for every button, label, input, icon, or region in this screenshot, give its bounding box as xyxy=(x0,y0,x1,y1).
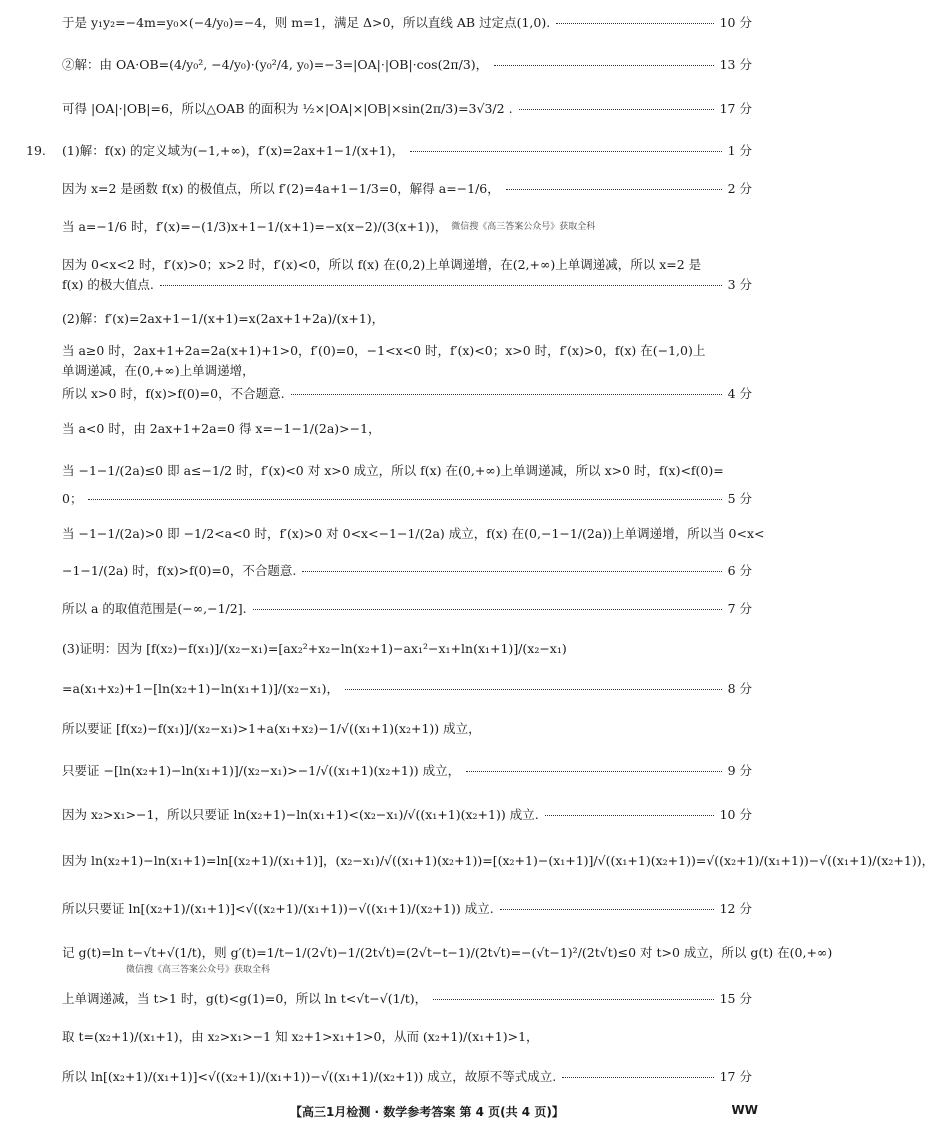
solution-line xyxy=(62,180,752,198)
solution-line xyxy=(62,806,752,824)
solution-text: −1−1/(2a) 时，f(x)>f(0)=0，不合题意. xyxy=(62,563,297,578)
score-label: 7 分 xyxy=(727,601,752,616)
score-label: 2 分 xyxy=(727,181,752,196)
solution-line xyxy=(62,14,752,32)
solution-line xyxy=(62,100,752,118)
solution-line xyxy=(62,56,752,74)
solution-text: 因为 0<x<2 时，f′(x)>0；x>2 时，f′(x)<0，所以 f(x) 在(0,2)上单调递增，在(2,+∞)上单调递减，所以 x=2 是 xyxy=(62,257,702,272)
solution-text: 上单调递减，当 t>1 时，g(t)<g(1)=0，所以 ln t<√t−√(1/t)， xyxy=(62,991,428,1006)
solution-text: 所以 a 的取值范围是(−∞,−1/2]. xyxy=(62,601,247,616)
dot-leader xyxy=(345,689,722,690)
solution-text: 取 t=(x₂+1)/(x₁+1)，由 x₂>x₁>−1 知 x₂+1>x₁+1>0，从而 (x₂+1)/(x₁+1)>1， xyxy=(62,1029,539,1044)
solution-text: 0； xyxy=(62,491,83,506)
dot-leader xyxy=(545,815,714,816)
dot-leader xyxy=(519,109,714,110)
solution-line xyxy=(62,562,752,580)
score-label: 9 分 xyxy=(727,763,752,778)
dot-leader xyxy=(160,285,722,286)
score-label: 13 分 xyxy=(719,57,752,72)
solution-text: 记 g(t)=ln t−√t+√(1/t)，则 g′(t)=1/t−1/(2√t)−1/(2t√t)=(2√t−t−1)/(2t√t)=−(√t−1)²/(2t√t)≤0 对 t>0 成立，所以 g(t) 在(0,+∞) xyxy=(62,945,833,960)
footer-right: WW xyxy=(731,1103,758,1117)
dot-leader xyxy=(433,999,713,1000)
solution-line xyxy=(62,680,752,698)
solution-line xyxy=(62,276,752,294)
score-label: 12 分 xyxy=(719,901,752,916)
solution-text: 当 a<0 时，由 2ax+1+2a=0 得 x=−1−1/(2a)>−1， xyxy=(62,421,381,436)
solution-text: 所以 ln[(x₂+1)/(x₁+1)]<√((x₂+1)/(x₁+1))−√((x₁+1)/(x₂+1)) 成立，故原不等式成立. xyxy=(62,1069,557,1084)
solution-text: (3)证明：因为 [f(x₂)−f(x₁)]/(x₂−x₁)=[ax₂²+x₂−ln(x₂+1)−ax₁²−x₁+ln(x₁+1)]/(x₂−x₁) xyxy=(62,641,567,656)
dot-leader xyxy=(562,1077,713,1078)
solution-text: 当 a=−1/6 时，f′(x)=−(1/3)x+1−1/(x+1)=−x(x−2)/(3(x+1))， xyxy=(62,219,448,234)
score-label: 10 分 xyxy=(719,15,752,30)
score-label: 8 分 xyxy=(727,681,752,696)
score-label: 4 分 xyxy=(727,386,752,401)
dot-leader xyxy=(466,771,721,772)
watermark-lower: 微信搜《高三答案公众号》获取全科 xyxy=(126,965,271,975)
solution-text: =a(x₁+x₂)+1−[ln(x₂+1)−ln(x₁+1)]/(x₂−x₁)， xyxy=(62,681,340,696)
solution-text: 当 −1−1/(2a)>0 即 −1/2<a<0 时，f′(x)>0 对 0<x<−1−1/(2a) 成立，f(x) 在(0,−1−1/(2a))上单调递增，所以当 0<x< xyxy=(62,526,765,541)
solution-line xyxy=(62,462,752,480)
solution-line xyxy=(62,256,752,274)
solution-line xyxy=(62,362,752,380)
score-label: 5 分 xyxy=(727,491,752,506)
solution-text: 因为 x₂>x₁>−1，所以只要证 ln(x₂+1)−ln(x₁+1)<(x₂−x₁)/√((x₁+1)(x₂+1)) 成立. xyxy=(62,807,539,822)
solution-text: 当 a≥0 时，2ax+1+2a=2a(x+1)+1>0，f′(0)=0，−1<x<0 时，f′(x)<0；x>0 时，f′(x)>0，f(x) 在(−1,0)上 xyxy=(62,343,706,358)
solution-line xyxy=(62,490,752,508)
solution-line xyxy=(62,1068,752,1086)
solution-text: 因为 x=2 是函数 f(x) 的极值点，所以 f′(2)=4a+1−1/3=0，解得 a=−1/6， xyxy=(62,181,500,196)
solution-line xyxy=(62,342,752,360)
solution-text: 因为 ln(x₂+1)−ln(x₁+1)=ln[(x₂+1)/(x₁+1)]，(x₂−x₁)/√((x₁+1)(x₂+1))=[(x₂+1)−(x₁+1)]/√((x₁+1)(x₂+1))=√((x₂+1)/(x₁+1))−√((x₁+1)/(x₂+1))， xyxy=(62,853,934,868)
solution-text: 于是 y₁y₂=−4m=y₀×(−4/y₀)=−4，则 m=1，满足 Δ>0，所以直线 AB 过定点(1,0). xyxy=(62,15,551,30)
dot-leader xyxy=(506,189,722,190)
score-label: 3 分 xyxy=(727,277,752,292)
solution-text: 可得 |OA|·|OB|=6，所以△OAB 的面积为 ½×|OA|×|OB|×sin(2π/3)=3√3/2 . xyxy=(62,101,513,116)
problem-number: 19. xyxy=(26,143,46,158)
solution-text: f(x) 的极大值点. xyxy=(62,277,154,292)
dot-leader xyxy=(494,65,713,66)
solution-line xyxy=(62,900,752,918)
score-label: 17 分 xyxy=(719,101,752,116)
solution-text: 所以 x>0 时，f(x)>f(0)=0，不合题意. xyxy=(62,386,285,401)
solution-line xyxy=(62,944,833,962)
score-label: 1 分 xyxy=(727,143,752,158)
dot-leader xyxy=(410,151,721,152)
solution-line xyxy=(62,385,752,403)
solution-text: (2)解：f′(x)=2ax+1−1/(x+1)=x(2ax+1+2a)/(x+1)， xyxy=(62,311,385,326)
score-label: 6 分 xyxy=(727,563,752,578)
solution-line xyxy=(62,525,765,543)
watermark-inline: 微信搜《高三答案公众号》获取全科 xyxy=(451,222,596,232)
solution-text: (1)解：f(x) 的定义域为(−1,+∞)，f′(x)=2ax+1−1/(x+1)， xyxy=(62,143,405,158)
solution-text: 当 −1−1/(2a)≤0 即 a≤−1/2 时，f′(x)<0 对 x>0 成立，所以 f(x) 在(0,+∞)上单调递减，所以 x>0 时，f(x)<f(0)= xyxy=(62,463,724,478)
solution-line xyxy=(62,762,752,780)
solution-line xyxy=(62,310,752,328)
dot-leader xyxy=(253,609,722,610)
dot-leader xyxy=(88,499,721,500)
score-label: 10 分 xyxy=(719,807,752,822)
solution-line xyxy=(62,142,752,160)
solution-line xyxy=(62,990,752,1008)
solution-line xyxy=(62,420,752,438)
solution-line xyxy=(62,852,934,870)
solution-line xyxy=(62,640,752,658)
score-label: 17 分 xyxy=(719,1069,752,1084)
solution-text: ②解：由 OA·OB=(4/y₀², −4/y₀)·(y₀²/4, y₀)=−3=|OA|·|OB|·cos(2π/3)， xyxy=(62,57,489,72)
solution-line xyxy=(62,720,752,738)
score-label: 15 分 xyxy=(719,991,752,1006)
solution-line xyxy=(62,218,752,236)
footer-center: 【高三1月检测 · 数学参考答案 第 4 页(共 4 页)】 xyxy=(290,1105,564,1119)
solution-line xyxy=(62,600,752,618)
solution-line xyxy=(62,1028,752,1046)
dot-leader xyxy=(500,909,714,910)
solution-text: 所以要证 [f(x₂)−f(x₁)]/(x₂−x₁)>1+a(x₁+x₂)−1/√((x₁+1)(x₂+1)) 成立， xyxy=(62,721,481,736)
solution-text: 单调递减，在(0,+∞)上单调递增， xyxy=(62,363,255,378)
dot-leader xyxy=(556,23,713,24)
solution-text: 所以只要证 ln[(x₂+1)/(x₁+1)]<√((x₂+1)/(x₁+1))−√((x₁+1)/(x₂+1)) 成立. xyxy=(62,901,494,916)
dot-leader xyxy=(302,571,721,572)
solution-text: 只要证 −[ln(x₂+1)−ln(x₁+1)]/(x₂−x₁)>−1/√((x₁+1)(x₂+1)) 成立， xyxy=(62,763,461,778)
dot-leader xyxy=(291,394,722,395)
